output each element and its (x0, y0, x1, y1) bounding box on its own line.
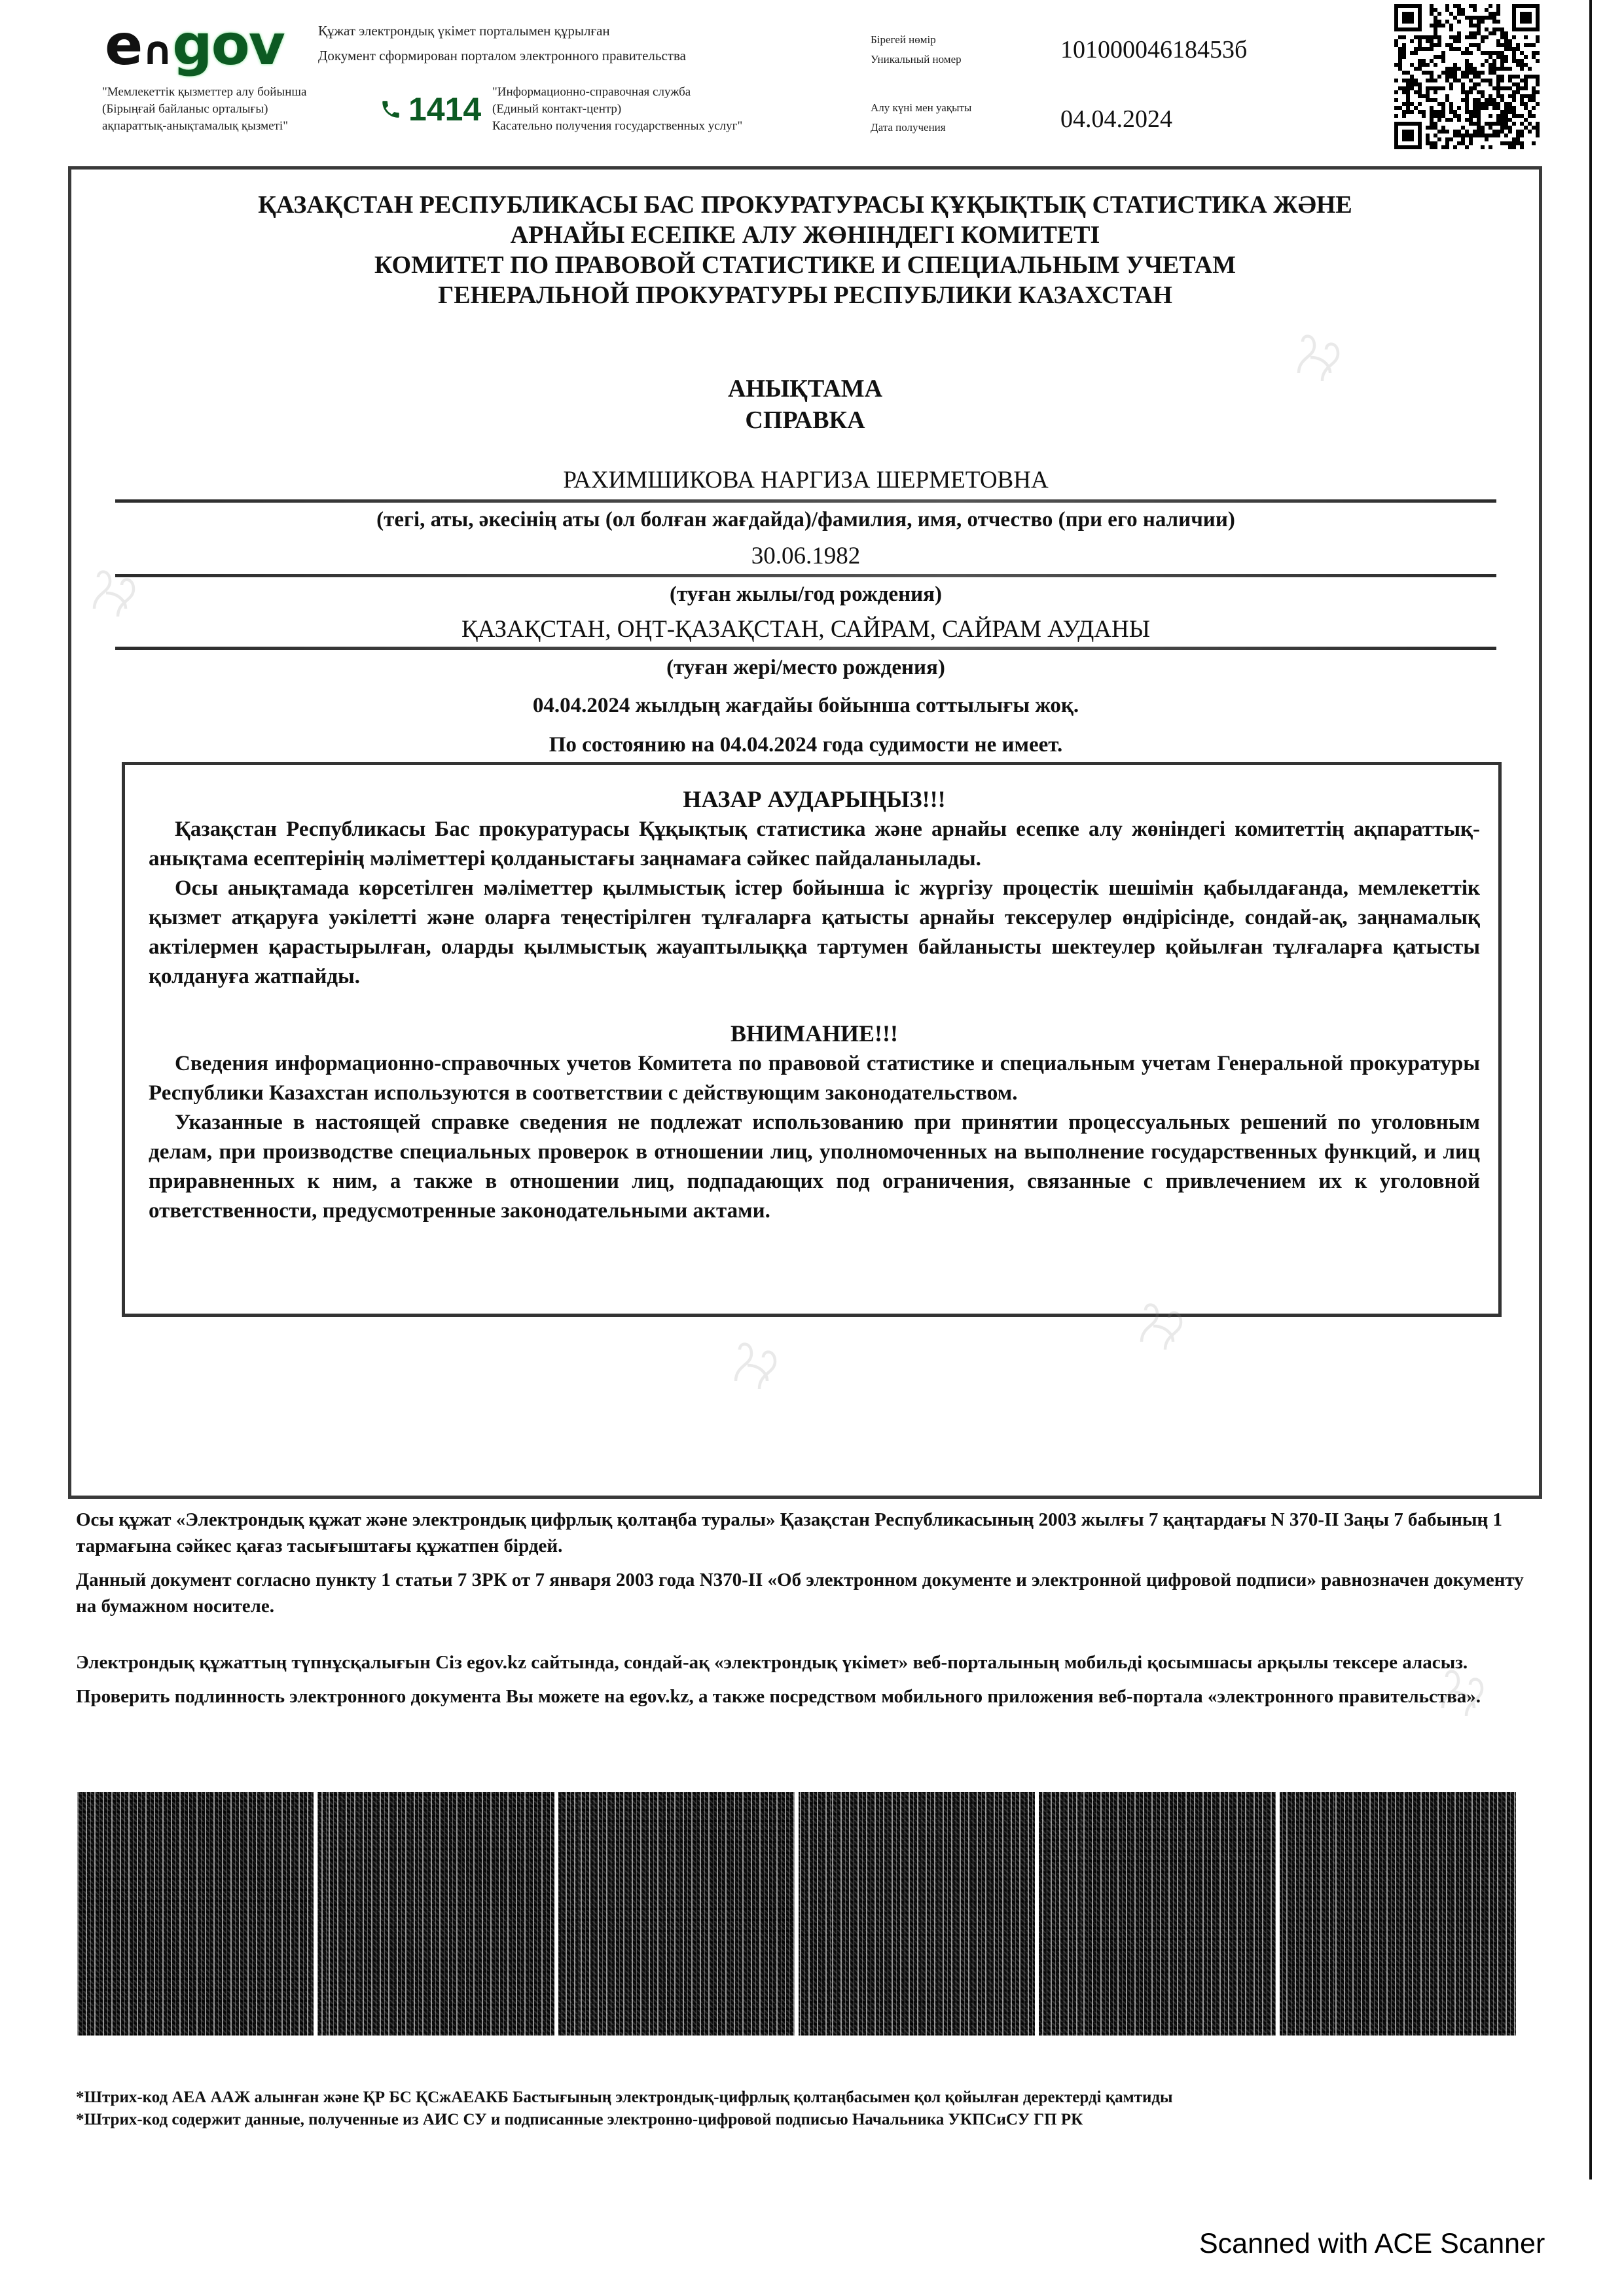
notice-paragraph-ru: Указанные в настоящей справке сведения не подлежат использованию при принятии процессуальных решений по уголовным делам, при производстве специальных проверок в отношении лиц, уполномоченных на выполнение государственных функций, и лиц приравненных к ним, а также в отношении лиц, подпадающих под ограничения, связанные с привлечением их к уголовной ответственности, предусмотренные законодательными актами. (149, 1111, 1480, 1223)
unique-number-labels (871, 30, 962, 69)
notice-box (122, 762, 1502, 1317)
notice-paragraph-kz: Қазақстан Республикасы Бас прокуратурасы Құқықтық статистика және арнайы есепке алу жөніндегі комитеттің ақпараттық-анықтама есептерінің мәліметтері қолданыстағы заңнамаға сәйкес пайдаланылады. (149, 817, 1480, 870)
scanner-watermark: Scanned with ACE Scanner (1199, 2228, 1545, 2259)
ornament-watermark-icon (79, 550, 157, 628)
barcode-segment (558, 1792, 795, 2036)
portal-notice-kz: Құжат электрондық үкімет порталымен құрылған (318, 23, 610, 39)
org-line: ГЕНЕРАЛЬНОЙ ПРОКУРАТУРЫ РЕСПУБЛИКИ КАЗАХСТАН (438, 281, 1172, 309)
service-ru-line: (Единый контакт-центр) (492, 102, 622, 116)
logo-e: e (105, 12, 142, 78)
birth-place-underline (115, 647, 1496, 650)
service-ru-line: Касательно получения государственных услуг" (492, 119, 743, 133)
service-kz-line: "Мемлекеттік қызметтер алу бойынша (102, 85, 307, 99)
notice-title-ru: ВНИМАНИЕ!!! (731, 1020, 898, 1047)
verify-ru: Проверить подлинность электронного документа Вы можете на egov.kz, а также посредством мобильного приложения веб-портала «электронного правительства». (76, 1686, 1481, 1707)
conviction-status-kz: 04.04.2024 жылдың жағдайы бойынша соттылығы жоқ. (532, 694, 1079, 717)
birth-date-underline (115, 574, 1496, 577)
service-info-kz (102, 84, 306, 135)
full-name-underline (115, 499, 1496, 503)
birth-place-caption: (туған жері/место рождения) (666, 656, 945, 679)
verify-kz: Электрондық құжаттың түпнұсқалығын Сіз egov.kz сайтында, сондай-ақ «электрондық үкімет» веб-порталының мобильді қосымшасы арқылы тексере аласыз. (76, 1652, 1468, 1673)
receipt-date-labels (871, 98, 971, 137)
notice-paragraph-ru: Сведения информационно-справочных учетов Комитета по правовой статистике и специальным учетам Генеральной прокуратуры Республики Казахстан используются в соответствии с действующим законодательством. (149, 1052, 1480, 1105)
page-edge-rule (1589, 0, 1592, 2179)
received-date: 04.04.2024 (1060, 105, 1172, 133)
unique-number: 10100004618453б (1060, 36, 1248, 63)
unique-label-kz: Бірегей нөмір (871, 33, 936, 46)
phone-number: 1414 (408, 91, 482, 128)
title-kz: АНЫҚТАМА (727, 375, 883, 403)
service-kz-line: (Бірыңғай байланыс орталығы) (102, 102, 268, 116)
unique-label-ru: Уникальный номер (871, 53, 962, 65)
barcode-segment (799, 1792, 1035, 2036)
full-name-caption: (тегі, аты, әкесінің аты (ол болған жағдайда)/фамилия, имя, отчество (при его наличии) (376, 508, 1235, 531)
birth-place: ҚАЗАҚСТАН, ОҢТ-ҚАЗАҚСТАН, САЙРАМ, САЙРАМ АУДАНЫ (461, 616, 1151, 643)
date-label-kz: Алу күні мен уақыты (871, 101, 972, 114)
conviction-status-ru: По состоянию на 04.04.2024 года судимости не имеет. (549, 733, 1063, 757)
barcode-footnotes (76, 2087, 1173, 2131)
birth-date-caption: (туған жылы/год рождения) (670, 583, 942, 606)
ornament-watermark-icon (1427, 1649, 1506, 1728)
footnote-ru: *Штрих-код содержит данные, полученные из АИС СУ и подписанные электронно-цифровой подписью Начальника УКПСиСУ ГП РК (76, 2111, 1083, 2128)
org-line: КОМИТЕТ ПО ПРАВОВОЙ СТАТИСТИКЕ И СПЕЦИАЛЬНЫМ УЧЕТАМ (374, 251, 1236, 279)
issuing-organization (68, 190, 1542, 310)
phone-icon (380, 97, 402, 122)
equivalence-ru: Данный документ согласно пункту 1 статьи 7 ЗРК от 7 января 2003 года N370-II «Об электронном документе и электронной цифровой подписи» равнозначен документу на бумажном носителе. (76, 1570, 1524, 1617)
portal-notice-ru: Документ сформирован порталом электронного правительства (318, 48, 686, 63)
birth-date: 30.06.1982 (751, 543, 861, 569)
service-info-ru (492, 84, 742, 135)
service-ru-line: "Информационно-справочная служба (492, 85, 691, 99)
barcode-segment (1280, 1792, 1516, 2036)
notice-paragraph-kz: Осы анықтамада көрсетілген мәліметтер қылмыстық істер бойынша іс жүргізу процестік шешімін қабылдағанда, мемлекеттік қызмет атқаруға уәкілетті және оларға теңестірілген тұлғаларға қатысты арнайы тексерулер өндірісінде, сондай-ақ, заңнамалық актілермен қарастырылған, оларды қылмыстық жауаптылыққа тартумен байланысты шектеулер қойылған тұлғаларға қатысты қолдануға жатпайды. (149, 876, 1480, 988)
2d-barcode (77, 1792, 1516, 2036)
org-line: ҚАЗАҚСТАН РЕСПУБЛИКАСЫ БАС ПРОКУРАТУРАСЫ ҚҰҚЫҚТЫҚ СТАТИСТИКА ЖӘНЕ (258, 191, 1352, 219)
barcode-segment (317, 1792, 554, 2036)
barcode-segment (1039, 1792, 1275, 2036)
footnote-kz: *Штрих-код АЕА ААЖ алынған және ҚР БС ҚСжАЕАКБ Бастығының электрондық-цифрлық қолтаңбасымен қол қойылған деректерді қамтиды (76, 2089, 1173, 2106)
service-kz-line: ақпараттық-анықтамалық қызметі" (102, 119, 288, 133)
legal-footer (76, 1507, 1542, 1717)
logo-gov: gov (172, 12, 284, 78)
barcode-segment (77, 1792, 314, 2036)
date-label-ru: Дата получения (871, 121, 946, 134)
qr-code (1394, 4, 1540, 149)
egov-logo (105, 12, 284, 78)
ornament-watermark-icon (720, 1322, 799, 1401)
equivalence-kz: Осы құжат «Электрондық құжат және электрондық цифрлық қолтаңба туралы» Қазақстан Республикасының 2003 жылғы 7 қаңтардағы N 370-II Заңы 7 бабының 1 тармағына сәйкес қағаз тасығыштағы құжатпен бірдей. (76, 1509, 1502, 1556)
contact-phone (380, 90, 481, 128)
title-ru: СПРАВКА (745, 406, 865, 434)
org-line: АРНАЙЫ ЕСЕПКЕ АЛУ ЖӨНІНДЕГІ КОМИТЕТІ (510, 221, 1100, 249)
logo-arch: ∩ (141, 28, 173, 74)
ornament-watermark-icon (1126, 1283, 1204, 1361)
ornament-watermark-icon (1283, 314, 1362, 393)
portal-notice (318, 18, 686, 68)
full-name: РАХИМШИКОВА НАРГИЗА ШЕРМЕТОВНА (563, 467, 1049, 493)
notice-title-kz: НАЗАР АУДАРЫҢЫЗ!!! (683, 786, 946, 812)
